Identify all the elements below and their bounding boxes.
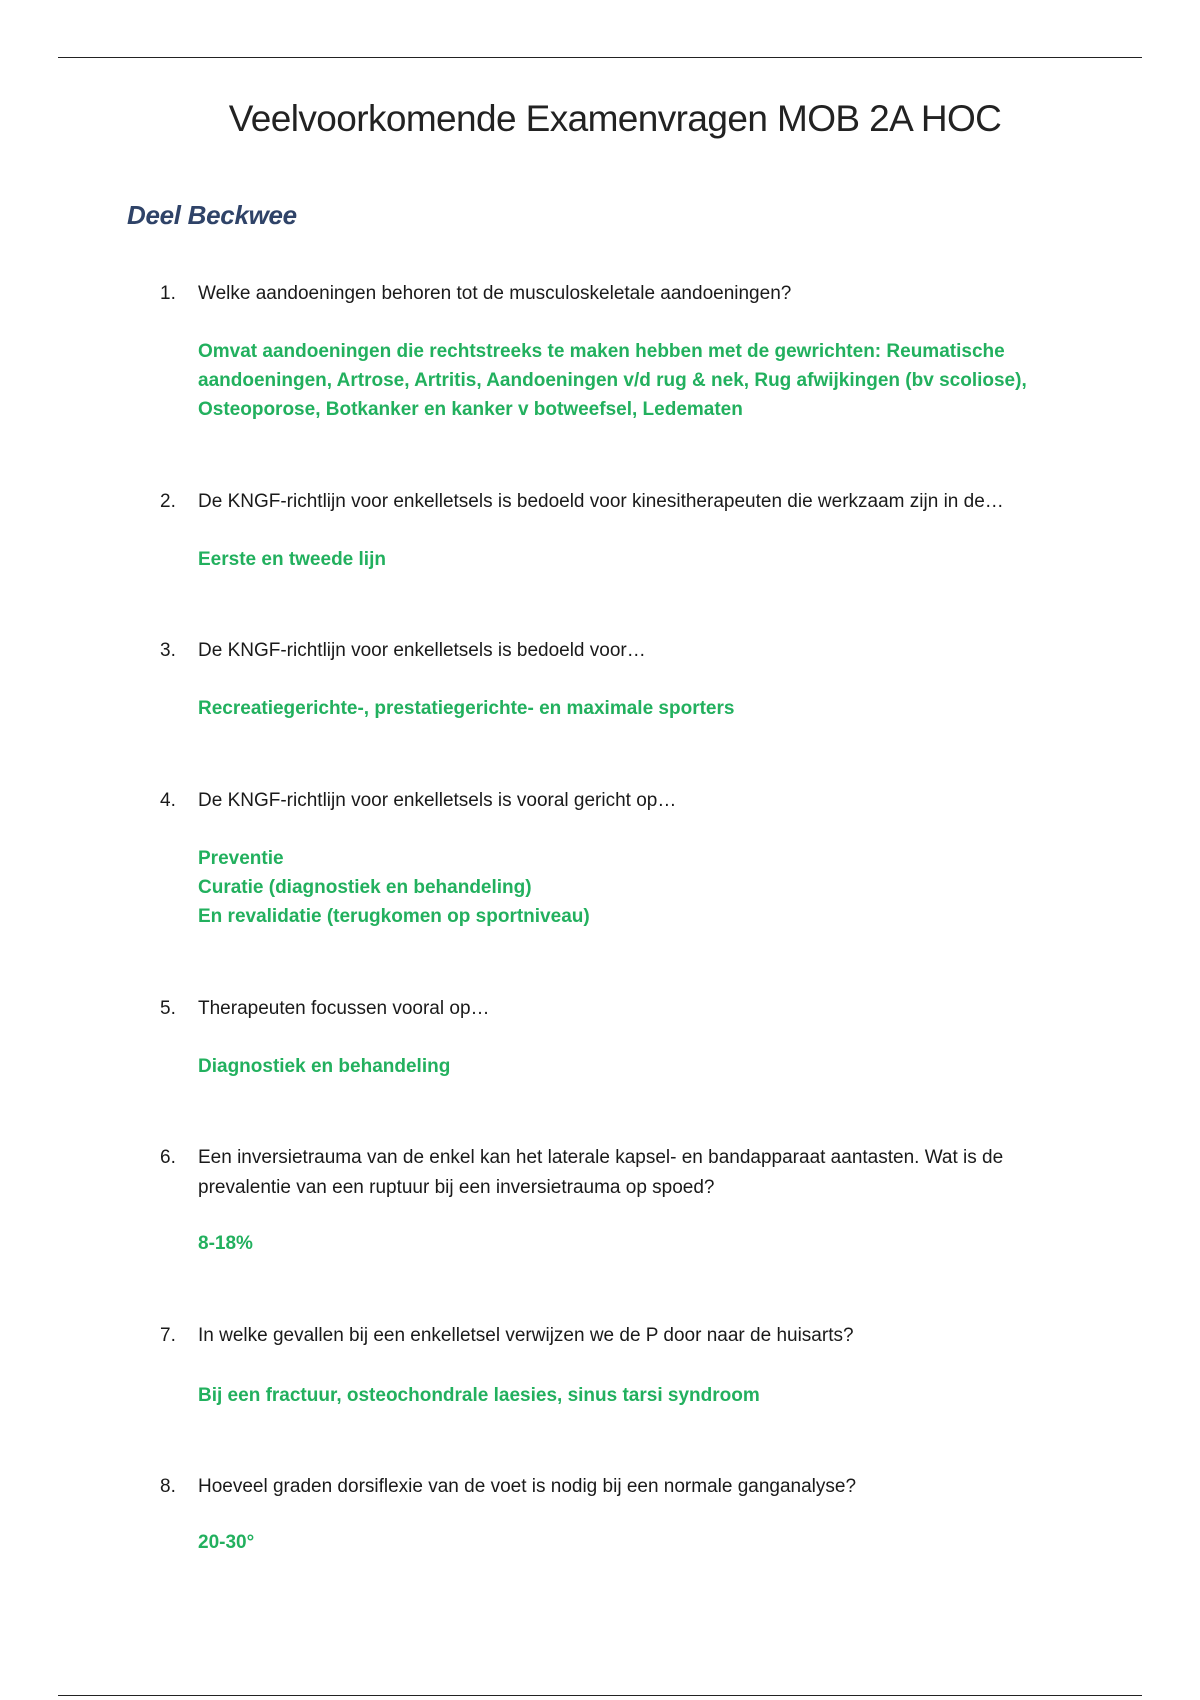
header-rule [58, 57, 1142, 58]
question-text: Hoeveel graden dorsiflexie van de voet is nodig bij een normale ganganalyse? [198, 1476, 857, 1497]
question-5 [160, 994, 1080, 1024]
answer-line: En revalidatie (terugkomen op sportniveau) [198, 906, 590, 927]
question-3 [160, 636, 1080, 666]
answer-line: Osteoporose, Botkanker en kanker v botweefsel, Ledematen [198, 399, 743, 420]
answer-line: Preventie [198, 848, 284, 869]
question-number: 3. [160, 640, 176, 661]
qa-item-7 [160, 1321, 1080, 1410]
answer-4 [198, 844, 1080, 931]
question-8 [160, 1472, 1080, 1502]
answer-6 [198, 1229, 1080, 1258]
answer-line: Eerste en tweede lijn [198, 549, 386, 570]
question-6 [160, 1143, 1080, 1203]
answer-line: Bij een fractuur, osteochondrale laesies, sinus tarsi syndroom [198, 1385, 760, 1406]
answer-7 [198, 1381, 1080, 1410]
answer-8 [198, 1528, 1080, 1557]
question-number: 1. [160, 283, 176, 304]
question-2 [160, 487, 1080, 517]
qa-item-4 [160, 786, 1080, 931]
footer-rule [58, 1695, 1142, 1696]
answer-line: aandoeningen, Artrose, Artritis, Aandoeningen v/d rug & nek, Rug afwijkingen (bv scoliose), [198, 370, 1027, 391]
qa-item-1 [160, 279, 1080, 424]
question-text: In welke gevallen bij een enkelletsel verwijzen we de P door naar de huisarts? [198, 1325, 854, 1346]
qa-item-2 [160, 487, 1080, 574]
answer-2 [198, 545, 1080, 574]
answer-3 [198, 694, 1080, 723]
qa-item-6 [160, 1143, 1080, 1258]
section-heading: Deel Beckwee [127, 200, 297, 230]
question-text: De KNGF-richtlijn voor enkelletsels is bedoeld voor… [198, 640, 646, 661]
answer-1 [198, 337, 1080, 424]
question-7 [160, 1321, 1080, 1351]
question-number: 2. [160, 491, 176, 512]
question-text: Welke aandoeningen behoren tot de musculoskeletale aandoeningen? [198, 283, 792, 304]
answer-line: Omvat aandoeningen die rechtstreeks te maken hebben met de gewrichten: Reumatische [198, 341, 1005, 362]
question-text: Een inversietrauma van de enkel kan het laterale kapsel- en bandapparaat aantasten. Wat is de prevalentie van een ruptuur bij een inversietrauma op spoed? [198, 1147, 1004, 1198]
question-4 [160, 786, 1080, 816]
question-number: 5. [160, 998, 176, 1019]
question-number: 6. [160, 1147, 176, 1168]
qa-item-8 [160, 1472, 1080, 1557]
answer-line: Diagnostiek en behandeling [198, 1056, 451, 1077]
answer-5 [198, 1052, 1080, 1081]
question-text: De KNGF-richtlijn voor enkelletsels is vooral gericht op… [198, 790, 677, 811]
question-1 [160, 279, 1080, 309]
question-text: Therapeuten focussen vooral op… [198, 998, 490, 1019]
question-text: De KNGF-richtlijn voor enkelletsels is bedoeld voor kinesitherapeuten die werkzaam zijn in de… [198, 491, 1004, 512]
question-number: 4. [160, 790, 176, 811]
question-number: 7. [160, 1325, 176, 1346]
question-number: 8. [160, 1476, 176, 1497]
answer-line: 8-18% [198, 1233, 253, 1254]
answer-line: Curatie (diagnostiek en behandeling) [198, 877, 532, 898]
document-title: Veelvoorkomende Examenvragen MOB 2A HOC [228, 98, 1002, 139]
answer-line: Recreatiegerichte-, prestatiegerichte- en maximale sporters [198, 698, 735, 719]
qa-item-3 [160, 636, 1080, 723]
answer-line: 20-30° [198, 1532, 255, 1553]
qa-item-5 [160, 994, 1080, 1081]
